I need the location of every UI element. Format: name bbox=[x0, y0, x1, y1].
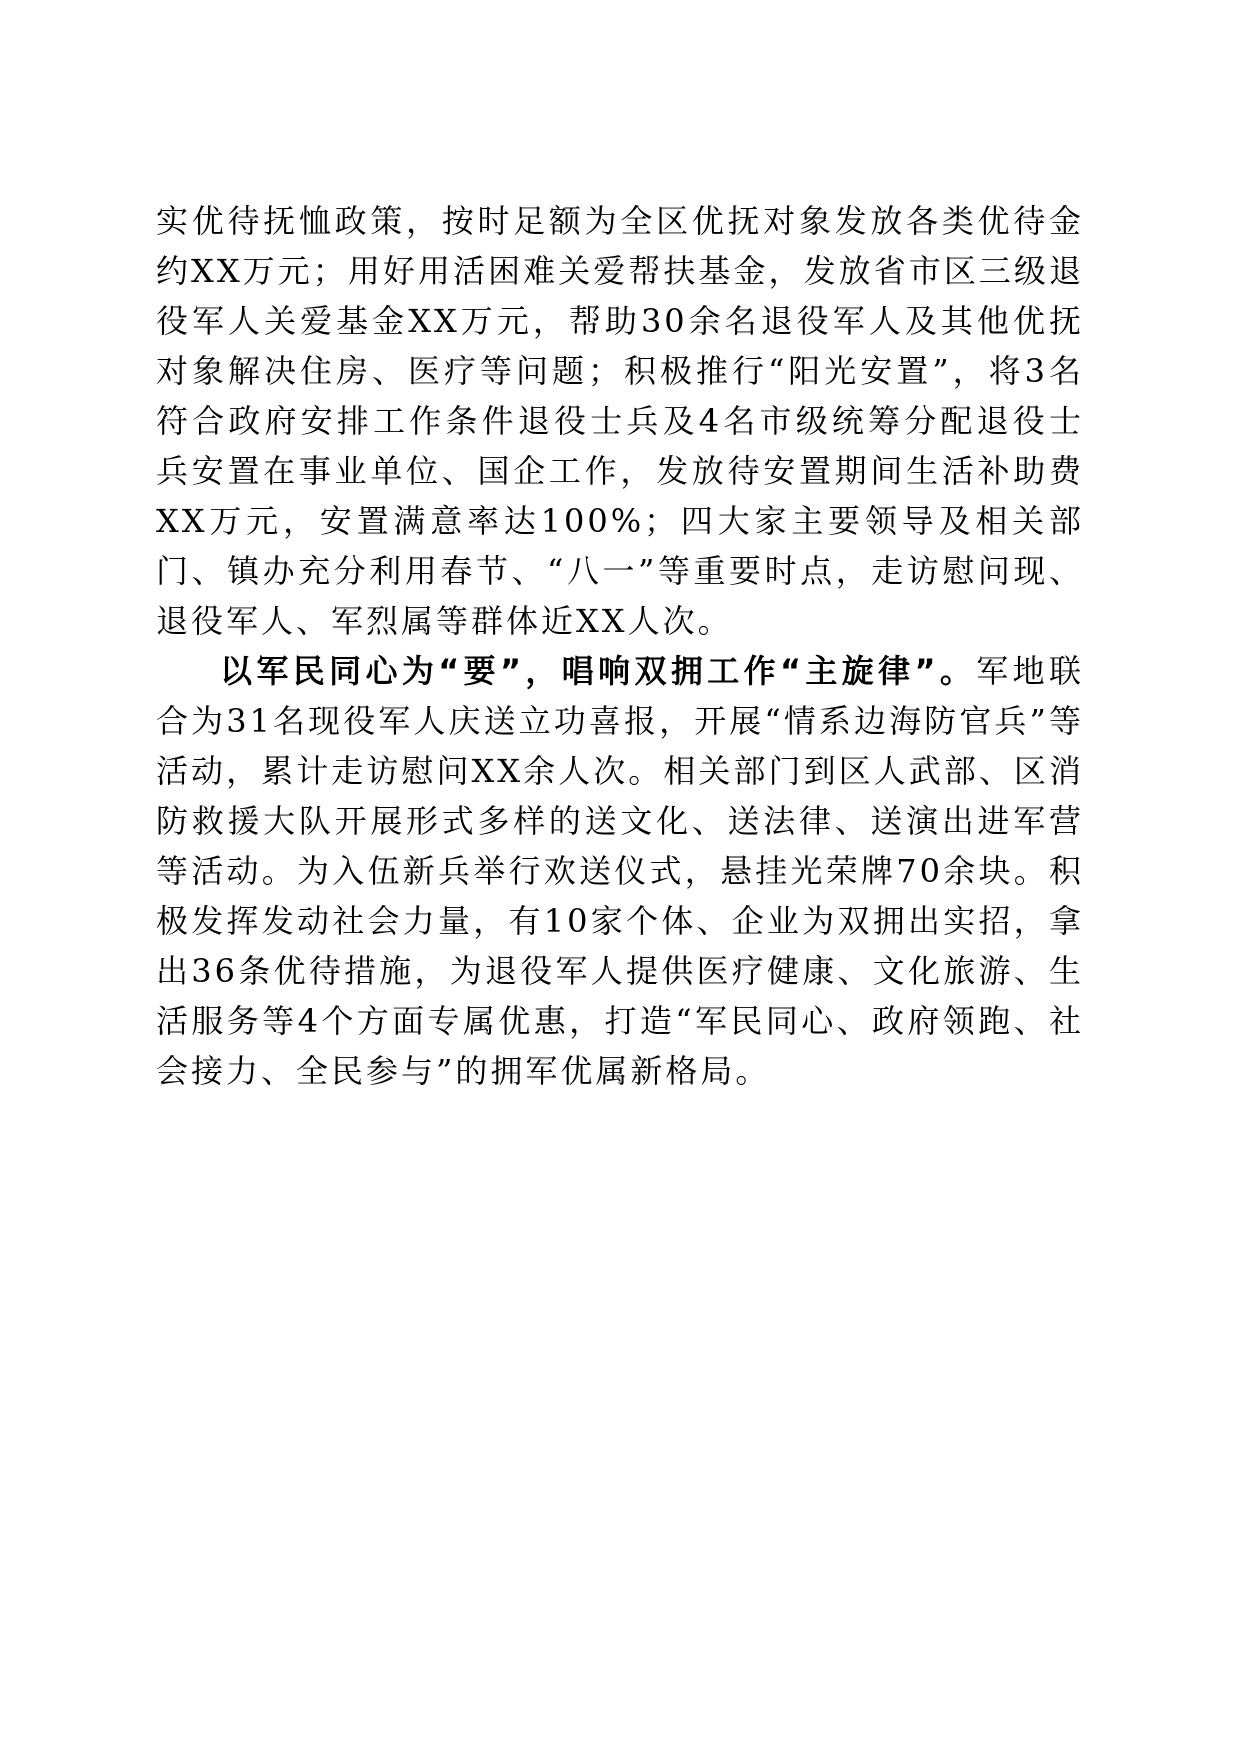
document-body bbox=[156, 196, 1084, 1096]
paragraph-body-text: 实优待抚恤政策，按时足额为全区优抚对象发放各类优待金约XX万元；用好用活困难关爱帮扶基金，发放省市区三级退役军人关爱基金XX万元，帮助30余名退役军人及其他优抚对象解决住房、医疗等问题；积极推行“阳光安置”，将3名符合政府安排工作条件退役士兵及4名市级统筹分配退役士兵安置在事业单位、国企工作，发放待安置期间生活补助费XX万元，安置满意率达100%；四大家主要领导及相关部门、镇办充分利用春节、“八一”等重要时点，走访慰问现、退役军人、军烈属等群体近XX人次。 bbox=[156, 202, 1084, 640]
paragraph-body-text: 军地联合为31名现役军人庆送立功喜报，开展“情系边海防官兵”等活动，累计走访慰问XX余人次。相关部门到区人武部、区消防救援大队开展形式多样的送文化、送法律、送演出进军营等活动。为入伍新兵举行欢送仪式，悬挂光荣牌70余块。积极发挥发动社会力量，有10家个体、企业为双拥出实招，拿出36条优待措施，为退役军人提供医疗健康、文化旅游、生活服务等4个方面专属优惠，打造“军民同心、政府领跑、社会接力、全民参与”的拥军优属新格局。 bbox=[156, 652, 1084, 1090]
paragraph-double-support bbox=[156, 646, 1084, 1096]
paragraph-continued bbox=[156, 196, 1084, 646]
paragraph-heading: 以军民同心为“要”，唱响双拥工作“主旋律”。 bbox=[220, 652, 977, 690]
